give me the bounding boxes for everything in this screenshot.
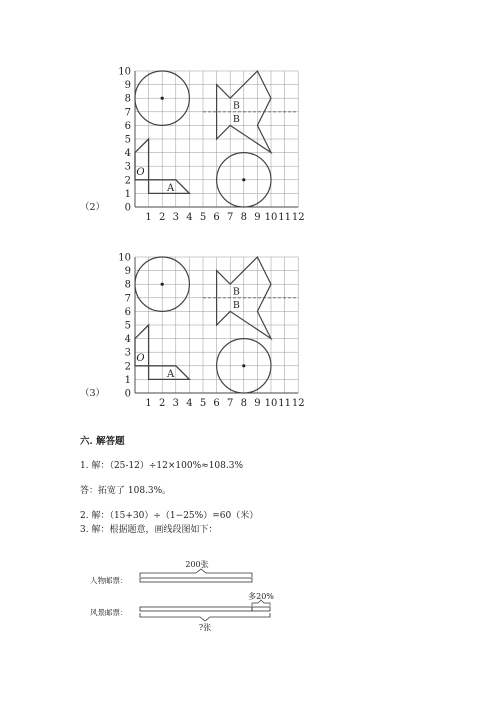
answer-line-3: 2. 解：（15+30）÷（1−25%）=60（米） — [80, 511, 259, 521]
x-tick-label: 7 — [227, 398, 234, 409]
y-tick-label: 6 — [124, 306, 131, 318]
shape-a-label: A — [166, 182, 175, 194]
x-tick-label: 10 — [264, 212, 278, 223]
x-tick-label: 2 — [159, 212, 166, 223]
shape-b-label: B — [232, 300, 240, 311]
x-tick-label: 9 — [254, 212, 261, 223]
x-tick-label: 3 — [172, 398, 179, 409]
y-tick-label: 8 — [124, 279, 131, 291]
y-tick-label: 1 — [124, 374, 131, 386]
row2-label: 风景邮票： — [90, 608, 128, 617]
x-tick-label: 9 — [254, 398, 261, 409]
row1-bar — [140, 578, 252, 582]
bottom-brace — [140, 613, 270, 621]
y-tick-label: 3 — [124, 347, 131, 359]
answer-line-2: 答：拓宽了 108.3%。 — [80, 486, 172, 496]
y-tick-label: 4 — [124, 334, 131, 346]
answer-line-1: 1. 解：（25-12）÷12×100%≈108.3% — [80, 461, 244, 471]
grid-figure-3 — [80, 248, 305, 409]
y-tick-label: 0 — [124, 202, 131, 214]
y-tick-label: 9 — [124, 80, 131, 92]
point-o-label: O — [136, 353, 145, 365]
shape-b-label: B — [232, 114, 240, 125]
circle-center-dot — [161, 283, 164, 286]
top-brace — [140, 569, 252, 577]
x-tick-label: 11 — [278, 212, 291, 223]
x-tick-label: 2 — [159, 398, 166, 409]
part-label-3: （3） — [80, 388, 106, 399]
x-tick-label: 5 — [199, 398, 207, 409]
row2-bar — [140, 607, 252, 611]
bottom-brace-label: ?张 — [198, 623, 212, 632]
y-tick-label: 7 — [124, 293, 131, 305]
circle-center-dot — [242, 364, 245, 367]
grid-figure-2 — [80, 62, 305, 223]
x-tick-label: 1 — [145, 212, 152, 223]
y-tick-label: 2 — [124, 361, 131, 373]
x-tick-label: 12 — [291, 398, 305, 409]
x-tick-label: 8 — [240, 398, 247, 409]
y-tick-label: 3 — [124, 161, 131, 173]
circle-center-dot — [161, 97, 164, 100]
x-tick-label: 6 — [213, 212, 220, 223]
x-tick-label: 5 — [199, 212, 207, 223]
x-tick-label: 4 — [186, 398, 193, 409]
y-tick-label: 0 — [124, 388, 131, 400]
x-tick-label: 4 — [186, 212, 193, 223]
y-tick-label: 9 — [124, 266, 131, 278]
y-tick-label: 7 — [124, 107, 131, 119]
shape-a-label: A — [166, 368, 175, 380]
x-tick-label: 1 — [145, 398, 152, 409]
y-tick-label: 4 — [124, 148, 131, 160]
section-heading: 六. 解答题 — [80, 436, 125, 447]
figure-part-3 — [80, 248, 305, 409]
y-tick-label: 6 — [124, 120, 131, 132]
x-tick-label: 6 — [213, 398, 220, 409]
y-tick-label: 5 — [124, 320, 131, 332]
x-tick-label: 3 — [172, 212, 179, 223]
shape-b-label: B — [232, 100, 240, 112]
x-tick-label: 10 — [264, 398, 278, 409]
y-tick-label: 10 — [118, 66, 131, 78]
y-tick-label: 2 — [124, 175, 131, 187]
y-tick-label: 8 — [124, 93, 131, 105]
row2-extra-bar — [252, 607, 270, 611]
x-tick-label: 12 — [291, 212, 305, 223]
segment-diagram-svg — [90, 555, 290, 635]
x-tick-label: 7 — [227, 212, 234, 223]
extra-label: 多20% — [248, 592, 274, 601]
figure-part-2 — [80, 62, 305, 223]
circle-center-dot — [242, 178, 245, 181]
part-label-2: （2） — [80, 202, 106, 213]
shape-b-label: B — [232, 286, 240, 298]
row1-label: 人物邮票： — [90, 576, 128, 585]
x-tick-label: 11 — [278, 398, 291, 409]
point-o-label: O — [136, 167, 145, 179]
y-tick-label: 5 — [124, 134, 131, 146]
y-tick-label: 1 — [124, 188, 131, 200]
y-tick-label: 10 — [118, 252, 131, 264]
x-tick-label: 8 — [240, 212, 247, 223]
answer-line-4: 3. 解：根据题意，画线段图如下： — [80, 525, 218, 535]
top-brace-label: 200张 — [185, 560, 209, 569]
segment-diagram — [90, 555, 290, 635]
